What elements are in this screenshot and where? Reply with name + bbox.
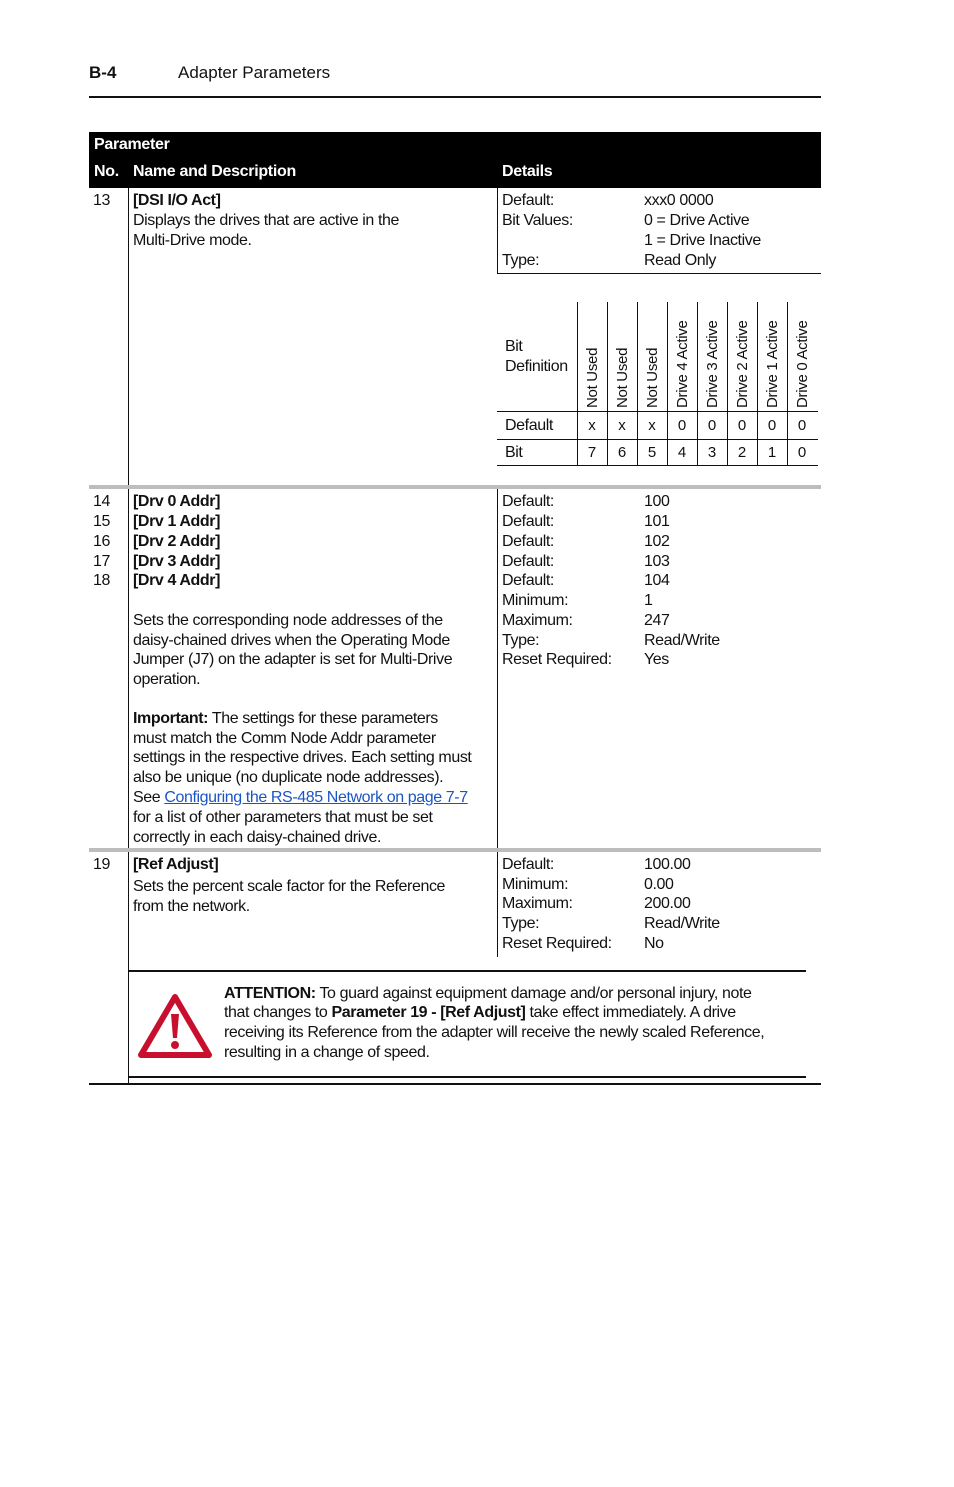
- bit-number: 5: [647, 444, 657, 461]
- detail-value: Read/Write: [644, 915, 720, 932]
- bit-number: 3: [707, 444, 717, 461]
- detail-value: 0.00: [644, 876, 674, 893]
- param-desc: operation.: [133, 671, 201, 688]
- detail-label: Reset Required:: [502, 935, 612, 952]
- detail-label: Default:: [502, 572, 554, 589]
- attention-line: ATTENTION: To guard against equipment damage and/or personal injury, note: [224, 985, 752, 1002]
- section-title: Adapter Parameters: [178, 63, 331, 82]
- bit-definition: Drive 2 Active: [734, 320, 751, 408]
- header-rule: [89, 96, 821, 98]
- important-note-line: correctly in each daisy-chained drive.: [133, 829, 382, 846]
- detail-label: Default:: [502, 856, 554, 873]
- detail-label: Bit Values:: [502, 212, 573, 229]
- bit-number: 6: [617, 444, 627, 461]
- table-bottom-rule: [89, 1083, 821, 1085]
- details-bottom-rule-13: [497, 273, 821, 274]
- detail-value: 102: [644, 533, 670, 550]
- default-value: x: [648, 417, 656, 434]
- param-name: [Drv 0 Addr]: [133, 493, 221, 510]
- attention-label: ATTENTION:: [224, 985, 316, 1002]
- param-name: [Drv 1 Addr]: [133, 513, 221, 530]
- important-note: Important: The settings for these parameters: [133, 710, 438, 727]
- detail-value: 1 = Drive Inactive: [644, 232, 761, 249]
- param-number: 16: [93, 533, 110, 550]
- detail-label: Type:: [502, 915, 540, 932]
- detail-label: Reset Required:: [502, 651, 612, 668]
- default-value: 0: [797, 417, 807, 434]
- page-number: B-4: [89, 63, 117, 82]
- param-number: 15: [93, 513, 110, 530]
- detail-label: Default:: [502, 493, 554, 510]
- bit-definition: Not Used: [644, 347, 661, 408]
- see-reference: See Configuring the RS-485 Network on page 7-7: [133, 789, 468, 806]
- detail-value: xxx0 0000: [644, 192, 714, 209]
- param-desc: daisy-chained drives when the Operating Mode: [133, 632, 450, 649]
- detail-value: Yes: [644, 651, 669, 668]
- bit-definition: Drive 4 Active: [674, 320, 691, 408]
- default-value: 0: [767, 417, 777, 434]
- attention-top-rule: [128, 970, 806, 972]
- row-separator: [89, 848, 821, 852]
- param-name: [Ref Adjust]: [133, 856, 219, 873]
- header-details: Details: [502, 163, 553, 180]
- param-name: [DSI I/O Act]: [133, 192, 221, 209]
- important-note-line: must match the Comm Node Addr parameter: [133, 730, 436, 747]
- detail-value: 101: [644, 513, 670, 530]
- param-name: [Drv 4 Addr]: [133, 572, 221, 589]
- bit-definition: Not Used: [614, 347, 631, 408]
- param-name: [Drv 2 Addr]: [133, 533, 221, 550]
- param-desc: Multi-Drive mode.: [133, 232, 252, 249]
- bit-definition: Drive 0 Active: [794, 320, 811, 408]
- attention-line: receiving its Reference from the adapter will receive the newly scaled Reference,: [224, 1024, 765, 1041]
- default-value: x: [618, 417, 626, 434]
- detail-label: Default:: [502, 533, 554, 550]
- detail-label: Default:: [502, 513, 554, 530]
- header-no: No.: [94, 163, 119, 180]
- bit-number: 4: [677, 444, 687, 461]
- default-value: 0: [737, 417, 747, 434]
- param-number: 14: [93, 493, 110, 510]
- detail-value: 0 = Drive Active: [644, 212, 750, 229]
- important-note-line: settings in the respective drives. Each setting must: [133, 749, 472, 766]
- detail-value: 200.00: [644, 895, 691, 912]
- detail-label: Default:: [502, 192, 554, 209]
- param-number: 18: [93, 572, 110, 589]
- detail-value: Read Only: [644, 252, 716, 269]
- detail-label: Type:: [502, 252, 540, 269]
- attention-line: that changes to Parameter 19 - [Ref Adjust] take effect immediately. A drive: [224, 1004, 736, 1021]
- default-value: 0: [677, 417, 687, 434]
- param-number: 17: [93, 553, 110, 570]
- param-desc: Jumper (J7) on the adapter is set for Multi-Drive: [133, 651, 453, 668]
- detail-label: Minimum:: [502, 592, 569, 609]
- bit-number: 7: [587, 444, 597, 461]
- details-rule-13: [497, 188, 498, 274]
- default-row-label: Default: [505, 417, 553, 434]
- table-left-rule: [128, 188, 129, 1085]
- bit-number: 2: [737, 444, 747, 461]
- header-parameter: Parameter: [94, 136, 170, 153]
- warning-triangle-icon: [138, 994, 212, 1058]
- detail-value: 100.00: [644, 856, 691, 873]
- bit-definition: Drive 1 Active: [764, 320, 781, 408]
- important-note-line: for a list of other parameters that must be set: [133, 809, 433, 826]
- header-name-desc: Name and Description: [133, 163, 296, 180]
- bit-definition-label: Bit: [505, 338, 523, 355]
- bit-number: 1: [767, 444, 777, 461]
- bit-number: 0: [797, 444, 807, 461]
- param-desc: Sets the percent scale factor for the Reference: [133, 878, 446, 895]
- attention-line: resulting in a change of speed.: [224, 1044, 430, 1061]
- table-header: [89, 132, 821, 188]
- bit-definition-label: Definition: [505, 358, 568, 375]
- param-desc: Sets the corresponding node addresses of the: [133, 612, 443, 629]
- details-rule-19: [497, 850, 498, 957]
- param-name: [Drv 3 Addr]: [133, 553, 221, 570]
- param-number: 13: [93, 192, 110, 209]
- detail-value: No: [644, 935, 664, 952]
- detail-label: Minimum:: [502, 876, 569, 893]
- row-separator: [89, 485, 821, 489]
- default-value: 0: [707, 417, 717, 434]
- attention-bottom-rule: [128, 1076, 806, 1078]
- detail-value: 103: [644, 553, 670, 570]
- details-rule-14: [497, 488, 498, 848]
- detail-value: 100: [644, 493, 670, 510]
- detail-label: Maximum:: [502, 612, 573, 629]
- detail-value: 104: [644, 572, 670, 589]
- detail-value: Read/Write: [644, 632, 720, 649]
- bit-definition: Drive 3 Active: [704, 320, 721, 408]
- detail-value: 1: [644, 592, 653, 609]
- param-desc: from the network.: [133, 898, 250, 915]
- bit-row-label: Bit: [505, 444, 523, 461]
- param-desc: Displays the drives that are active in the: [133, 212, 400, 229]
- detail-label: Maximum:: [502, 895, 573, 912]
- bit-definition: Not Used: [584, 347, 601, 408]
- param-number: 19: [93, 856, 110, 873]
- default-value: x: [588, 417, 596, 434]
- detail-label: Default:: [502, 553, 554, 570]
- important-label: Important:: [133, 710, 209, 727]
- detail-value: 247: [644, 612, 670, 629]
- rs485-network-link[interactable]: Configuring the RS-485 Network on page 7-7: [164, 789, 468, 806]
- important-note-line: also be unique (no duplicate node addresses).: [133, 769, 444, 786]
- detail-label: Type:: [502, 632, 540, 649]
